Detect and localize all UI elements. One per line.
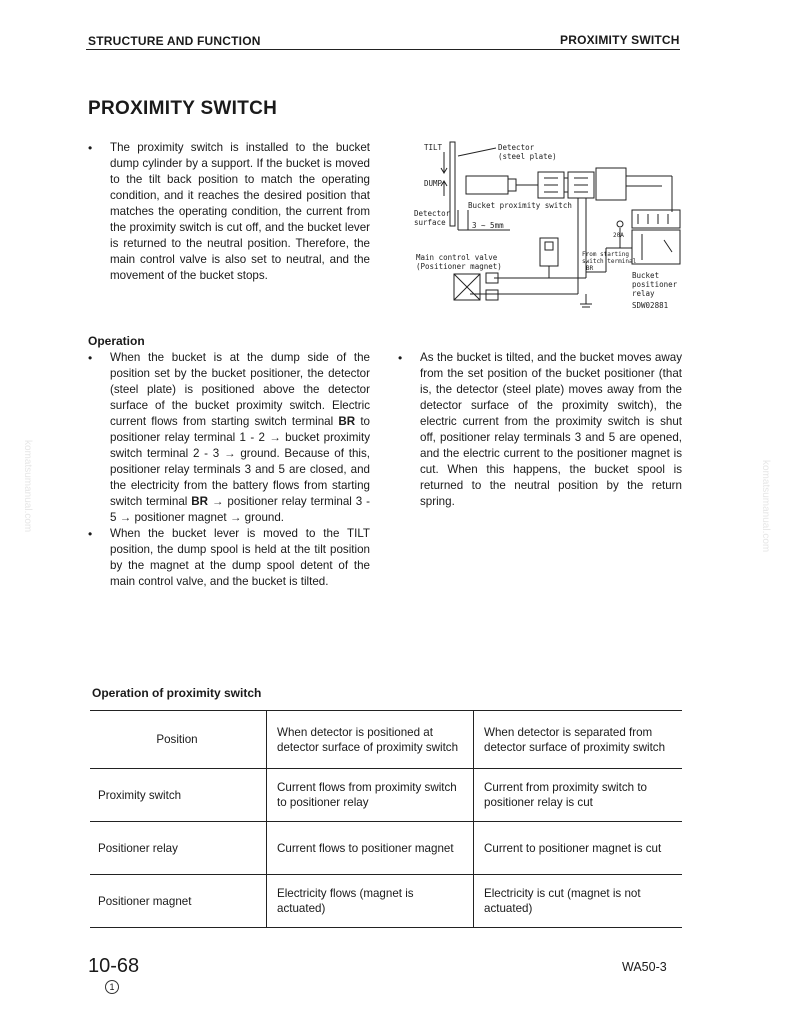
diagram-label-relay-1: Bucket bbox=[632, 271, 660, 280]
table-cell: Position bbox=[90, 711, 267, 769]
diagram-label-detector: Detector bbox=[498, 143, 535, 152]
proximity-switch-body-shape bbox=[466, 176, 508, 194]
detector-plate-shape bbox=[450, 142, 455, 226]
proximity-switch-operation-table bbox=[90, 710, 682, 928]
diagram-label-fuse: 20A bbox=[613, 232, 624, 239]
intro-text: The proximity switch is installed to the bucket dump cylinder by a support. If the bucket is moved to the tilt back position to match the operating condition, and it reaches the desired position that matches the operating condition, the current from the proximity switch is cut off, and the bucket lever is returned to the neutral position. Therefore, the main control valve is also set to neutral, and the movement of the bucket stops. bbox=[110, 141, 370, 282]
table-cell: Current from proximity switch to positioner relay is cut bbox=[474, 769, 683, 822]
diagram-label-main-control-valve: Main control valve bbox=[416, 253, 498, 262]
header-rule bbox=[86, 49, 680, 50]
watermark-right: komatsumanual.com bbox=[760, 460, 771, 553]
operation-bullet-3-text: As the bucket is tilted, and the bucket moves away from the set position of the bucket positioner (that is, the detector (steel plate) moves away from the detector surface of the proximity switch), the electric current from the proximity switch is shut off, positioner relay terminals 3 and 5 are opened, and the electric current to the positioner magnet is cut. When this happens, the bucket spool is returned to the neutral position by the return spring. bbox=[420, 351, 682, 508]
operation-bullet-2 bbox=[88, 526, 370, 590]
table-cell: Current flows to positioner magnet bbox=[267, 822, 474, 875]
table-cell: Electricity flows (magnet is actuated) bbox=[267, 875, 474, 928]
diagram-code: SDW02881 bbox=[632, 301, 669, 310]
page-title: PROXIMITY SWITCH bbox=[88, 98, 278, 119]
bullet: • bbox=[88, 527, 93, 541]
table-cell: Electricity is cut (magnet is not actuated) bbox=[474, 875, 683, 928]
table-cell: When detector is separated from detector surface of proximity switch bbox=[474, 711, 683, 769]
operation-left-column bbox=[88, 350, 370, 590]
header-section-title: STRUCTURE AND FUNCTION bbox=[88, 34, 261, 48]
relay-connector-shape bbox=[632, 210, 680, 228]
table-cell: Current flows from proximity switch to positioner relay bbox=[267, 769, 474, 822]
table-row bbox=[90, 822, 682, 875]
diagram-label-relay-3: relay bbox=[632, 289, 655, 298]
revision-mark: 1 bbox=[105, 980, 119, 994]
operation-bullet-3 bbox=[398, 350, 682, 510]
bullet: • bbox=[88, 141, 93, 155]
diagram-label-detector-surface-1: Detector bbox=[414, 209, 451, 218]
page-number: 10-68 bbox=[88, 955, 140, 977]
operation-heading: Operation bbox=[88, 334, 145, 348]
table-cell: Positioner relay bbox=[90, 822, 267, 875]
bullet: • bbox=[398, 351, 403, 365]
diagram-label-tilt: TILT bbox=[424, 143, 443, 152]
table-cell: Proximity switch bbox=[90, 769, 267, 822]
diagram-label-starting-switch-3: BR bbox=[586, 265, 594, 272]
diagram-label-positioner-magnet: (Positioner magnet) bbox=[416, 262, 502, 271]
table-cell: When detector is positioned at detector surface of proximity switch bbox=[267, 711, 474, 769]
diagram-label-starting-switch-2: switch terminal bbox=[582, 258, 637, 265]
positioner-relay-shape bbox=[632, 230, 680, 264]
table-cell: Current to positioner magnet is cut bbox=[474, 822, 683, 875]
watermark-left: komatsumanual.com bbox=[22, 440, 33, 533]
diagram-label-dump: DUMP bbox=[424, 179, 443, 188]
diagram-label-gap: 3 ~ 5mm bbox=[472, 221, 504, 230]
diagram-label-bucket-switch: Bucket proximity switch bbox=[468, 201, 572, 210]
diagram-label-detector-surface-2: surface bbox=[414, 218, 446, 227]
proximity-switch-wiring-diagram bbox=[410, 138, 686, 318]
intro-paragraph bbox=[88, 140, 370, 284]
table-cell: Positioner magnet bbox=[90, 875, 267, 928]
table-title: Operation of proximity switch bbox=[92, 686, 262, 700]
table-row bbox=[90, 875, 682, 928]
operation-bullet-2-text: When the bucket lever is moved to the TILT position, the dump spool is held at the tilt position by the magnet at the dump spool detent of the main control valve, and the bucket is tilted. bbox=[110, 527, 370, 588]
table-row bbox=[90, 711, 682, 769]
diagram-label-steel-plate: (steel plate) bbox=[498, 152, 557, 161]
table-row bbox=[90, 769, 682, 822]
operation-bullet-1 bbox=[88, 350, 370, 526]
bullet: • bbox=[88, 351, 93, 365]
diagram-label-starting-switch-1: From starting bbox=[582, 251, 629, 258]
header-page-topic: PROXIMITY SWITCH bbox=[560, 33, 680, 47]
diagram-label-relay-2: positioner bbox=[632, 280, 678, 289]
model-code: WA50-3 bbox=[622, 960, 667, 974]
operation-bullet-1-text: When the bucket is at the dump side of the position set by the bucket positioner, the detector (steel plate) is positioned above the detector surface of the bucket proximity switch. Electric current flows from starting switch terminal BR to positioner relay terminal 1 - 2 → bucket proximity switch terminal 2 - 3 → ground. Because of this, positioner relay terminals 3 and 5 are closed, and the electricity from the battery flows from starting switch terminal BR → positioner relay terminal 3 - 5 → positioner magnet → ground. bbox=[110, 351, 370, 524]
